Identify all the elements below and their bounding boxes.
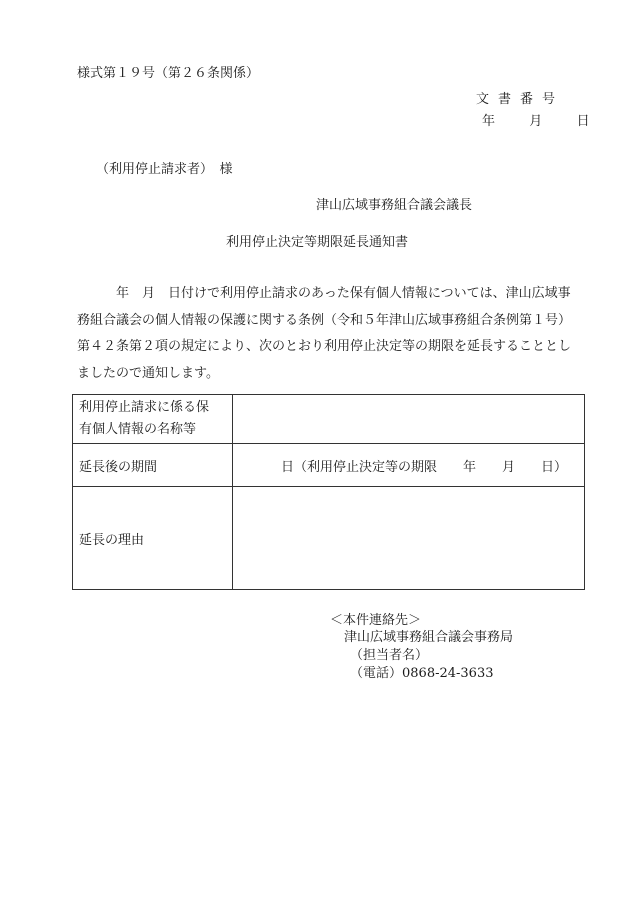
info-name-label bbox=[73, 395, 233, 444]
recipient: （利用停止請求者） 様 bbox=[96, 162, 233, 177]
contact-heading: ＜本件連絡先＞ bbox=[330, 613, 422, 628]
body-line-2: 務組合議会の個人情報の保護に関する条例（令和５年津山広域事務組合条例第１号） bbox=[77, 312, 572, 328]
contact-office: 津山広域事務組合議会事務局 bbox=[344, 630, 514, 645]
body-line-1: 年 月 日付けで利用停止請求のあった保有個人情報については、津山広域事 bbox=[77, 286, 571, 301]
body-line-3: 第４２条第２項の規定により、次のとおり利用停止決定等の期限を延長することとし bbox=[77, 339, 572, 354]
extended-period-label: 延長後の期間 bbox=[73, 444, 233, 487]
document-title: 利用停止決定等期限延長通知書 bbox=[226, 235, 409, 250]
date-month-label: 月 bbox=[529, 114, 543, 129]
extension-details-table bbox=[72, 394, 585, 590]
info-name-label-line-2: 有個人情報の名称等 bbox=[79, 422, 197, 437]
document-number-label: 文書番号 bbox=[476, 92, 565, 107]
extension-reason-value[interactable] bbox=[233, 487, 585, 590]
sender: 津山広域事務組合議会議長 bbox=[316, 198, 473, 213]
date-line bbox=[482, 115, 590, 128]
form-number: 様式第１９号（第２６条関係） bbox=[77, 66, 260, 81]
info-name-label-line-1: 利用停止請求に係る保 bbox=[79, 400, 210, 415]
body-paragraph bbox=[77, 281, 577, 387]
date-year-label: 年 bbox=[482, 114, 496, 129]
extension-reason-label: 延長の理由 bbox=[73, 487, 233, 590]
date-day-label: 日 bbox=[576, 114, 590, 129]
table-row-extended-period bbox=[73, 444, 585, 487]
contact-phone: （電話）0868-24-3633 bbox=[350, 666, 494, 681]
body-line-4: ましたので通知します。 bbox=[77, 365, 219, 381]
table-row-extension-reason bbox=[73, 487, 585, 590]
extended-period-value[interactable]: 日（利用停止決定等の期限 年 月 日） bbox=[233, 444, 585, 487]
info-name-value[interactable] bbox=[233, 395, 585, 444]
table-row-info-name bbox=[73, 395, 585, 444]
contact-person: （担当者名） bbox=[350, 648, 429, 663]
